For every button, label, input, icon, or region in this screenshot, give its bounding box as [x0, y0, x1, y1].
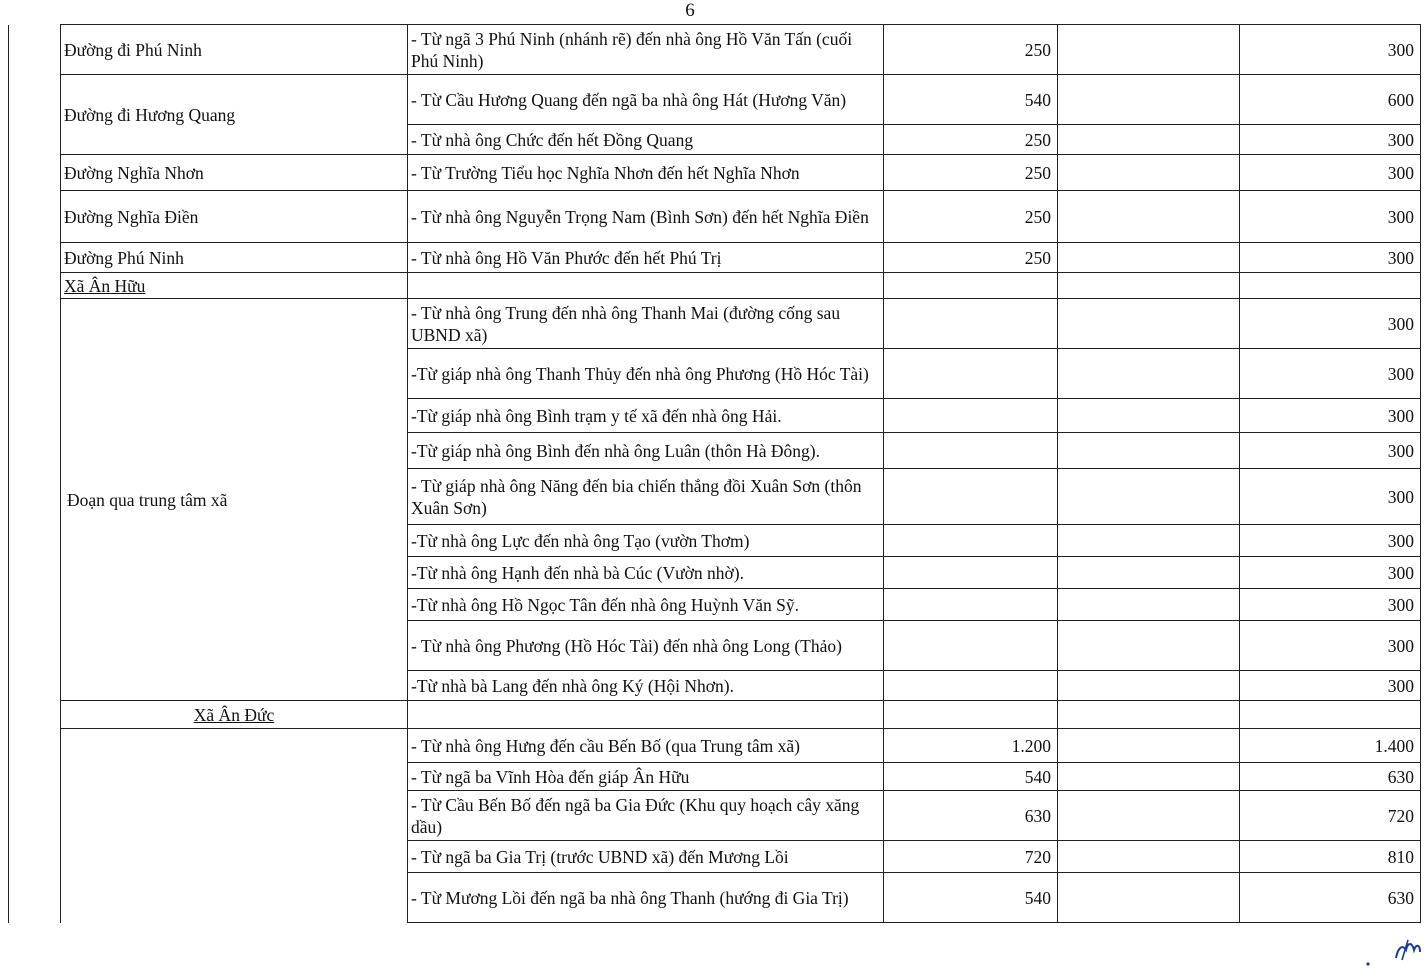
price-cell-2: [1058, 75, 1240, 125]
price-cell-3: 300: [1240, 525, 1421, 557]
price-cell-3: 300: [1240, 621, 1421, 671]
segment-desc-cell: - Từ Mương Lồi đến ngã ba nhà ông Thanh (hướng đi Gia Trị): [408, 873, 884, 923]
price-cell-1: [884, 589, 1058, 621]
price-cell-3: 300: [1240, 299, 1421, 349]
segment-desc-cell: -Từ giáp nhà ông Bình trạm y tế xã đến nhà ông Hải.: [408, 399, 884, 433]
empty-cell: [1240, 701, 1421, 729]
price-cell-1: [884, 621, 1058, 671]
segment-group-cell: Đoạn qua trung tâm xã: [61, 299, 408, 701]
price-cell-1: [884, 525, 1058, 557]
price-cell-2: [1058, 557, 1240, 589]
road-name-cell: Đường đi Hương Quang: [61, 75, 408, 155]
table-row: [9, 25, 1421, 75]
table-row: [9, 299, 1421, 349]
price-cell-2: [1058, 841, 1240, 873]
empty-cell: [408, 273, 884, 299]
price-cell-1: [884, 399, 1058, 433]
price-cell-3: 630: [1240, 873, 1421, 923]
table-row: [9, 75, 1421, 125]
price-cell-2: [1058, 469, 1240, 525]
price-cell-2: [1058, 433, 1240, 469]
empty-cell: [408, 701, 884, 729]
commune-title-an-huu: Xã Ân Hữu: [61, 273, 408, 299]
price-cell-1: [884, 469, 1058, 525]
segment-desc-cell: - Từ Trường Tiểu học Nghĩa Nhơn đến hết Nghĩa Nhơn: [408, 155, 884, 191]
price-cell-3: 600: [1240, 75, 1421, 125]
price-cell-2: [1058, 671, 1240, 701]
segment-desc-cell: - Từ nhà ông Nguyễn Trọng Nam (Bình Sơn) đến hết Nghĩa Điền: [408, 191, 884, 243]
price-cell-3: 720: [1240, 791, 1421, 841]
empty-group-cell: [61, 729, 408, 923]
empty-cell: [884, 701, 1058, 729]
price-cell-1: 540: [884, 873, 1058, 923]
price-cell-2: [1058, 191, 1240, 243]
price-cell-1: [884, 299, 1058, 349]
segment-desc-cell: - Từ nhà ông Phương (Hồ Hóc Tài) đến nhà ông Long (Thảo): [408, 621, 884, 671]
price-cell-1: 250: [884, 191, 1058, 243]
segment-desc-cell: - Từ nhà ông Hưng đến cầu Bến Bố (qua Trung tâm xã): [408, 729, 884, 763]
price-cell-1: 720: [884, 841, 1058, 873]
empty-cell: [884, 273, 1058, 299]
table-row: [9, 191, 1421, 243]
segment-desc-cell: - Từ nhà ông Trung đến nhà ông Thanh Mai (đường cống sau UBND xã): [408, 299, 884, 349]
empty-cell: [1240, 273, 1421, 299]
segment-desc-cell: - Từ nhà ông Chức đến hết Đồng Quang: [408, 125, 884, 155]
empty-cell: [1058, 273, 1240, 299]
commune-title-an-duc: Xã Ân Đức: [61, 701, 408, 729]
price-cell-2: [1058, 621, 1240, 671]
price-cell-3: 300: [1240, 557, 1421, 589]
price-cell-1: [884, 349, 1058, 399]
road-name-cell: Đường Phú Ninh: [61, 243, 408, 273]
price-cell-1: 250: [884, 155, 1058, 191]
segment-desc-cell: - Từ ngã ba Vĩnh Hòa đến giáp Ân Hữu: [408, 763, 884, 791]
price-cell-3: 810: [1240, 841, 1421, 873]
price-cell-2: [1058, 791, 1240, 841]
price-cell-2: [1058, 155, 1240, 191]
price-cell-2: [1058, 349, 1240, 399]
price-cell-1: 250: [884, 125, 1058, 155]
price-cell-2: [1058, 243, 1240, 273]
price-cell-3: 300: [1240, 589, 1421, 621]
price-cell-1: 250: [884, 243, 1058, 273]
segment-desc-cell: -Từ nhà ông Hạnh đến nhà bà Cúc (Vườn nhờ).: [408, 557, 884, 589]
price-cell-3: 300: [1240, 125, 1421, 155]
segment-desc-cell: -Từ nhà ông Hồ Ngọc Tân đến nhà ông Huỳnh Văn Sỹ.: [408, 589, 884, 621]
road-name-cell: Đường đi Phú Ninh: [61, 25, 408, 75]
price-cell-3: 630: [1240, 763, 1421, 791]
table-row: [9, 243, 1421, 273]
segment-desc-cell: -Từ giáp nhà ông Bình đến nhà ông Luân (thôn Hà Đông).: [408, 433, 884, 469]
price-cell-3: 1.400: [1240, 729, 1421, 763]
price-cell-1: [884, 557, 1058, 589]
price-cell-1: 630: [884, 791, 1058, 841]
price-cell-2: [1058, 299, 1240, 349]
initials-mark-icon: [1362, 930, 1422, 970]
price-cell-3: 300: [1240, 155, 1421, 191]
price-cell-2: [1058, 399, 1240, 433]
price-cell-2: [1058, 763, 1240, 791]
price-cell-2: [1058, 589, 1240, 621]
empty-cell: [1058, 701, 1240, 729]
price-cell-1: 250: [884, 25, 1058, 75]
segment-desc-cell: -Từ nhà bà Lang đến nhà ông Ký (Hội Nhơn).: [408, 671, 884, 701]
price-cell-3: 300: [1240, 243, 1421, 273]
left-margin-cell: [9, 701, 61, 923]
price-cell-1: 540: [884, 763, 1058, 791]
segment-desc-cell: -Từ nhà ông Lực đến nhà ông Tạo (vườn Thơm): [408, 525, 884, 557]
price-cell-2: [1058, 729, 1240, 763]
segment-desc-cell: -Từ giáp nhà ông Thanh Thủy đến nhà ông Phương (Hồ Hóc Tài): [408, 349, 884, 399]
price-cell-3: 300: [1240, 349, 1421, 399]
left-margin-cell: [9, 273, 61, 701]
segment-desc-cell: - Từ ngã ba Gia Trị (trước UBND xã) đến Mương Lồi: [408, 841, 884, 873]
table-row: [9, 273, 1421, 299]
segment-desc-cell: - Từ Cầu Bến Bố đến ngã ba Gia Đức (Khu quy hoạch cây xăng dầu): [408, 791, 884, 841]
segment-desc-cell: - Từ Cầu Hương Quang đến ngã ba nhà ông Hát (Hương Văn): [408, 75, 884, 125]
price-cell-2: [1058, 873, 1240, 923]
table-row: [9, 729, 1421, 763]
road-name-cell: Đường Nghĩa Điền: [61, 191, 408, 243]
price-cell-3: 300: [1240, 469, 1421, 525]
table-row: [9, 701, 1421, 729]
table-row: [9, 155, 1421, 191]
price-cell-3: 300: [1240, 399, 1421, 433]
price-cell-1: [884, 433, 1058, 469]
left-margin-cell: [9, 25, 61, 273]
page-number: 6: [685, 0, 695, 21]
price-cell-2: [1058, 25, 1240, 75]
price-cell-3: 300: [1240, 433, 1421, 469]
price-cell-3: 300: [1240, 191, 1421, 243]
segment-desc-cell: - Từ nhà ông Hồ Văn Phước đến hết Phú Trị: [408, 243, 884, 273]
price-cell-3: 300: [1240, 671, 1421, 701]
price-cell-2: [1058, 125, 1240, 155]
price-cell-3: 300: [1240, 25, 1421, 75]
price-cell-1: 1.200: [884, 729, 1058, 763]
segment-desc-cell: - Từ giáp nhà ông Năng đến bia chiến thắng đồi Xuân Sơn (thôn Xuân Sơn): [408, 469, 884, 525]
price-cell-1: 540: [884, 75, 1058, 125]
segment-desc-cell: - Từ ngã 3 Phú Ninh (nhánh rẽ) đến nhà ông Hồ Văn Tấn (cuối Phú Ninh): [408, 25, 884, 75]
road-name-cell: Đường Nghĩa Nhơn: [61, 155, 408, 191]
price-cell-2: [1058, 525, 1240, 557]
land-price-table: [8, 24, 1421, 923]
price-cell-1: [884, 671, 1058, 701]
